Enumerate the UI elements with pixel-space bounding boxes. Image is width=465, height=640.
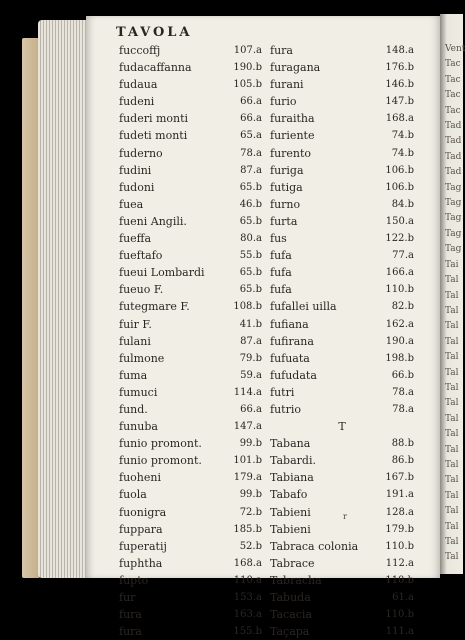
index-entry [119,264,262,281]
stub-line: Vent [445,44,465,54]
stub-line: Tai [445,259,459,270]
entry-ref: 166.a [385,267,414,279]
index-column-right [270,42,414,640]
entry-ref: 84.b [391,198,414,210]
entry-name: fufiana [270,317,309,331]
entry-name: fund. [119,402,148,416]
stub-line: Tal [445,367,459,378]
entry-ref: 65.a [240,130,262,142]
index-entry [270,350,414,367]
entry-ref: 147.b [385,96,414,108]
entry-ref: 99.b [239,438,262,450]
entry-name: fuperatij [119,539,167,553]
stub-line: Tal [445,459,459,470]
stub-line: Tal [445,490,459,501]
entry-ref: 185.b [233,523,262,535]
entry-ref: 65.b [239,181,262,193]
entry-name: furaitha [270,112,315,126]
entry-name: Tabana [270,437,311,451]
index-entry [270,521,414,538]
index-entry [270,572,414,589]
entry-name: fuoheni [119,471,161,485]
index-entry [119,401,262,418]
entry-ref: 107.a [233,45,262,56]
entry-name: fuma [119,368,148,382]
entry-name: fur [119,591,136,604]
index-entry [119,418,262,435]
entry-name: fudoni [119,180,155,194]
entry-ref: 82.b [391,301,414,313]
index-entry [119,555,262,572]
stub-line: Tal [445,382,459,393]
index-entry [270,247,414,264]
entry-name: fupto [119,573,149,587]
entry-name: furiente [270,129,315,143]
entry-ref: 101.b [233,455,262,467]
entry-name: fuccoffj [119,44,161,57]
index-entry [119,42,262,59]
entry-ref: 128.a [385,506,414,518]
stub-line: Tac [445,59,461,70]
index-entry [270,42,414,59]
index-entry [270,555,414,572]
entry-ref: 163.a [233,609,262,621]
entry-name: fura [119,608,142,622]
stub-line: Tal [445,475,459,486]
entry-ref: 106.b [385,181,414,193]
stub-line: Tad [445,167,462,178]
entry-ref: 88.b [391,438,414,450]
entry-ref: 153.a [233,592,262,603]
section-letter: T [338,420,346,434]
stub-line: Tag [445,198,462,209]
entry-ref: 66.a [240,96,262,108]
entry-name: Tabiana [270,471,314,485]
entry-name: fufa [270,266,292,280]
entry-ref: 190.b [233,62,262,74]
entry-ref: 111.a [385,626,414,638]
stub-line: Tag [445,182,462,193]
index-entry [119,452,262,469]
index-entry [119,127,262,144]
entry-name: fura [119,625,142,639]
index-entry [119,384,262,401]
index-entry [270,538,414,555]
entry-ref: 108.b [233,301,262,313]
index-entry [270,452,414,469]
page-mark: r [343,512,347,521]
entry-ref: 87.a [240,164,262,176]
stub-line: Tal [445,290,459,301]
entry-name: fuea [119,197,144,211]
entry-name: Tabracha [270,573,322,587]
index-entry [270,230,414,247]
index-entry [119,162,262,179]
entry-ref: 52.b [239,540,262,552]
index-entry [119,469,262,486]
entry-ref: 78.a [392,386,414,398]
index-entry [119,367,262,384]
index-entry [270,93,414,110]
entry-ref: 79.b [239,352,262,364]
entry-name: fuola [119,488,147,502]
entry-ref: 198.b [385,352,414,364]
index-entry [270,606,414,623]
entry-ref: 99.b [239,489,262,501]
entry-ref: 41.b [239,318,262,330]
stub-line: Tad [445,136,462,147]
entry-name: furiga [270,163,304,177]
stub-line: Tac [445,74,461,85]
entry-ref: 74.b [391,147,414,159]
entry-ref: 112.a [385,557,414,569]
index-entry [119,247,262,264]
index-entry [270,435,414,452]
entry-name: futrio [270,402,301,416]
entry-name: Tabraca colonia [270,539,359,553]
entry-name: Tacacia [270,608,312,622]
entry-ref: 65.b [239,284,262,296]
index-entry [270,59,414,76]
stub-line: Tac [445,105,461,116]
entry-ref: 155.b [233,626,262,638]
index-entry [270,623,414,640]
entry-name: funio promont. [119,454,202,468]
index-column-left [119,42,262,640]
stub-line: Tal [445,552,459,563]
entry-name: fumuci [119,385,158,399]
entry-name: fufirana [270,334,314,348]
index-entry [270,316,414,333]
index-entry [119,145,262,162]
index-entry [119,316,262,333]
entry-name: fudacaffanna [119,61,192,75]
stub-line: Tal [445,429,459,440]
entry-name: fuderno [119,146,163,160]
entry-ref: 114.a [233,386,262,398]
entry-ref: 179.a [233,472,262,484]
index-entry [119,93,262,110]
entry-ref: 110.b [385,609,414,621]
index-entry [119,435,262,452]
index-entry [119,572,262,589]
stub-line: Tal [445,352,459,363]
entry-ref: 78.a [392,403,414,415]
stub-line: Tal [445,413,459,424]
index-entry [119,196,262,213]
index-entry [270,213,414,230]
entry-name: funio promont. [119,437,202,451]
entry-name: Tabieni [270,505,311,519]
next-page-edge [440,14,463,574]
stub-line: Tac [445,90,461,101]
entry-name: fulani [119,334,151,348]
entry-ref: 150.a [385,215,414,227]
entry-ref: 190.a [385,335,414,347]
entry-name: fufuata [270,351,310,365]
index-entry [119,76,262,93]
stub-line: Tal [445,321,459,332]
entry-name: furio [270,95,297,109]
stub-line: Tal [445,336,459,347]
entry-ref: 110.b [385,284,414,296]
stub-line: Tal [445,398,459,409]
entry-ref: 78.a [240,147,262,159]
index-entry [270,401,414,418]
entry-name: fuderi monti [119,112,189,126]
entry-ref: 106.b [385,164,414,176]
stub-line: Tag [445,213,462,224]
entry-ref: 59.a [240,369,262,381]
entry-name: fuonigra [119,505,167,519]
entry-name: fuir F. [119,317,152,331]
index-entry [119,589,262,606]
entry-ref: 72.b [239,506,262,518]
entry-ref: 80.a [240,233,262,245]
index-entry [270,281,414,298]
index-entry [270,179,414,196]
entry-ref: 66.b [391,369,414,381]
entry-ref: 66.a [240,403,262,415]
entry-name: Tabieni [270,522,311,536]
entry-ref: 105.b [233,79,262,91]
index-entry [119,350,262,367]
stub-line: Tal [445,537,459,547]
entry-ref: 148.a [385,45,414,56]
entry-name: fuphtha [119,556,163,570]
index-entry [270,384,414,401]
entry-ref: 65.b [239,267,262,279]
entry-name: Taçapa [270,625,310,639]
index-entry [119,298,262,315]
index-entry [119,179,262,196]
stub-line: Tag [445,228,462,239]
entry-name: furento [270,146,312,160]
index-entry [119,230,262,247]
index-entry [119,281,262,298]
index-entry [119,538,262,555]
index-entry [270,486,414,503]
index-entry [119,521,262,538]
index-entry [270,110,414,127]
entry-ref: 61.a [392,592,414,603]
index-entry [119,486,262,503]
index-entry [270,589,414,606]
entry-name: Tabardi. [270,454,316,468]
entry-name: Tabrace [270,556,315,570]
entry-ref: 65.b [239,215,262,227]
stub-line: Tal [445,521,459,532]
entry-ref: 147.a [233,421,262,433]
index-entry [119,333,262,350]
stub-line: Tal [445,275,459,286]
entry-ref: 74.b [391,130,414,142]
index-entry [270,333,414,350]
entry-ref: 167.b [385,472,414,484]
entry-name: fura [270,44,293,57]
entry-ref: 110.b [385,574,414,586]
entry-name: fueuo F. [119,283,164,297]
entry-name: fufallei uilla [270,300,337,314]
stub-line: Tal [445,444,459,455]
entry-name: fueffa [119,232,152,246]
entry-ref: 87.a [240,335,262,347]
entry-ref: 77.a [392,250,414,262]
entry-name: Tabafo [270,488,308,502]
index-entry [270,196,414,213]
entry-ref: 146.b [385,79,414,91]
stub-line: Tal [445,506,459,517]
entry-name: furagana [270,61,321,75]
entry-ref: 86.b [391,455,414,467]
index-entry [119,623,262,640]
index-entry [270,367,414,384]
entry-name: funuba [119,420,158,434]
index-entry [270,264,414,281]
entry-name: fus [270,232,287,246]
entry-name: fudeni [119,95,155,109]
index-entry [270,469,414,486]
entry-ref: 179.b [385,523,414,535]
entry-name: furno [270,197,301,211]
page-edges [38,20,92,578]
index-entry [119,213,262,230]
index-entry [119,59,262,76]
entry-name: fufudata [270,368,317,382]
index-entry [119,606,262,623]
entry-ref: 162.a [385,318,414,330]
index-entry [270,76,414,93]
entry-name: fudaua [119,78,158,92]
entry-name: fufa [270,249,292,263]
index-entry [119,110,262,127]
stub-line: Tal [445,305,459,316]
entry-ref: 46.b [239,198,262,210]
entry-name: furani [270,78,304,92]
page-header: TAVOLA [116,25,193,40]
index-entry [270,298,414,315]
entry-ref: 168.a [385,113,414,125]
index-entry [270,504,414,521]
index-entry [270,127,414,144]
stub-line: Tad [445,121,462,132]
entry-name: furta [270,214,298,228]
entry-ref: 176.b [385,62,414,74]
entry-name: futiga [270,180,303,194]
entry-ref: 66.a [240,113,262,125]
index-entry [270,145,414,162]
entry-name: fueui Lombardi [119,266,205,280]
entry-ref: 122.b [385,233,414,245]
entry-name: fueftafo [119,249,163,263]
entry-name: futegmare F. [119,300,190,314]
entry-name: fudini [119,163,152,177]
entry-name: fueni Angili. [119,214,187,228]
stub-line: Tag [445,244,462,255]
entry-ref: 168.a [233,557,262,569]
entry-name: Tabuda [270,591,311,604]
entry-name: fulmone [119,351,165,365]
entry-ref: 191.a [385,489,414,501]
entry-name: fuppara [119,522,163,536]
entry-name: fudeti monti [119,129,188,143]
entry-ref: 110.a [233,574,262,586]
entry-name: futri [270,385,295,399]
index-entry [270,162,414,179]
stub-line: Tad [445,151,462,162]
next-page-stub [440,42,463,566]
entry-ref: 55.b [239,250,262,262]
index-entry [119,504,262,521]
entry-ref: 110.b [385,540,414,552]
entry-name: fufa [270,283,292,297]
